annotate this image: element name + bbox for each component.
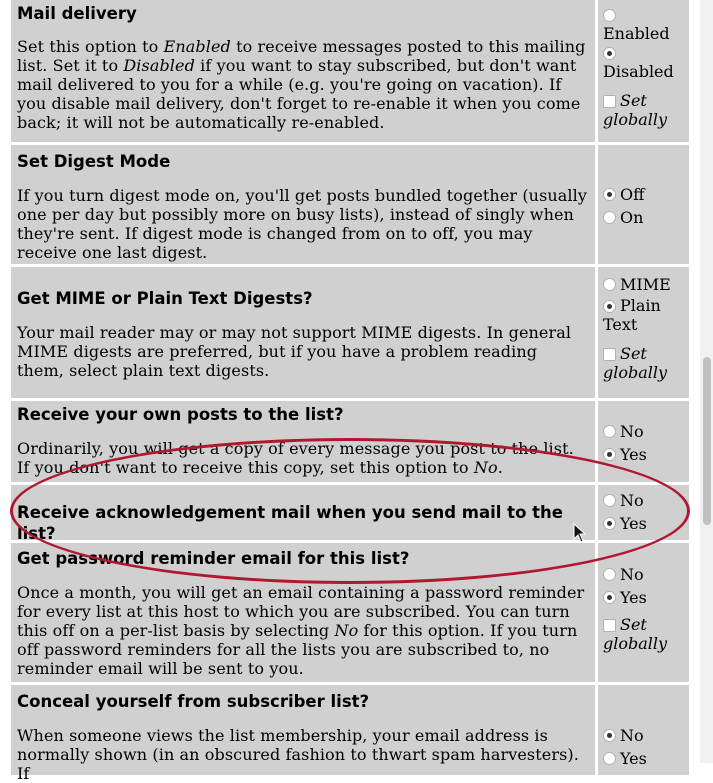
option-conceal-yes[interactable]: Yes bbox=[603, 747, 689, 770]
conceal-row bbox=[9, 685, 691, 783]
own-posts-title: Receive your own posts to the list? bbox=[17, 405, 344, 424]
own-posts-row bbox=[9, 401, 691, 482]
scrollbar-thumb[interactable] bbox=[703, 357, 711, 525]
acknowledgement-title: Receive acknowledgement mail when you send mail to the list? bbox=[17, 503, 563, 543]
radio-on[interactable] bbox=[603, 211, 616, 224]
radio-enabled[interactable] bbox=[603, 9, 616, 22]
mail-delivery-desc: Set this option to Enabled to receive messages posted to this mailing list. Set it to Disabled if you want to stay subscribed, but don't want mail delivered to you for a while (e.g. you're going on vacation). If you disable mail delivery, don't forget to re-enable it when you come back; it will not be automatically re-enabled. bbox=[17, 37, 586, 132]
option-own-posts-yes[interactable]: Yes bbox=[603, 443, 689, 466]
radio-yes[interactable] bbox=[603, 517, 616, 530]
mime-digest-row bbox=[9, 267, 691, 398]
password-reminder-title: Get password reminder email for this list? bbox=[17, 549, 410, 568]
option-off[interactable]: Off bbox=[603, 183, 689, 206]
radio-mime[interactable] bbox=[603, 278, 616, 291]
option-plain-text[interactable]: Plain Text bbox=[603, 296, 661, 334]
radio-no[interactable] bbox=[603, 568, 616, 581]
mail-delivery-row bbox=[9, 0, 691, 142]
mime-digest-title: Get MIME or Plain Text Digests? bbox=[17, 289, 313, 308]
option-conceal-no[interactable]: No bbox=[603, 724, 689, 747]
options-table bbox=[9, 0, 691, 783]
checkbox-set-globally[interactable] bbox=[603, 95, 616, 108]
acknowledgement-row bbox=[9, 485, 691, 543]
set-globally-mime[interactable]: Set globally bbox=[603, 344, 668, 382]
option-enabled[interactable]: Enabled bbox=[603, 5, 689, 43]
digest-mode-title: Set Digest Mode bbox=[17, 152, 171, 171]
mouse-cursor-icon bbox=[573, 523, 587, 543]
option-reminder-no[interactable]: No bbox=[603, 563, 689, 586]
radio-no[interactable] bbox=[603, 494, 616, 507]
option-reminder-yes[interactable]: Yes bbox=[603, 586, 689, 609]
option-ack-yes[interactable]: Yes bbox=[603, 512, 689, 535]
option-own-posts-no[interactable]: No bbox=[603, 420, 689, 443]
radio-yes[interactable] bbox=[603, 591, 616, 604]
set-globally-mail[interactable]: Set globally bbox=[603, 91, 668, 129]
digest-mode-desc: If you turn digest mode on, you'll get posts bundled together (usually one per day but possibly more on busy lists), instead of singly when they're sent. If digest mode is changed from on to off, you may receive one last digest. bbox=[17, 186, 587, 262]
radio-no[interactable] bbox=[603, 425, 616, 438]
radio-yes[interactable] bbox=[603, 448, 616, 461]
radio-plain-text[interactable] bbox=[603, 300, 616, 313]
option-mime[interactable]: MIME bbox=[603, 273, 689, 296]
mime-digest-desc: Your mail reader may or may not support MIME digests. In general MIME digests are preferred, but if you have a problem reading them, select plain text digests. bbox=[17, 323, 572, 380]
vertical-scrollbar[interactable] bbox=[700, 0, 713, 763]
option-disabled[interactable]: Disabled bbox=[603, 43, 689, 81]
option-ack-no[interactable]: No bbox=[603, 489, 689, 512]
conceal-desc: When someone views the list membership, your email address is normally shown (in an obscured fashion to thwart spam harvesters). If bbox=[17, 726, 579, 783]
radio-off[interactable] bbox=[603, 188, 616, 201]
radio-no[interactable] bbox=[603, 729, 616, 742]
checkbox-set-globally[interactable] bbox=[603, 348, 616, 361]
checkbox-set-globally[interactable] bbox=[603, 619, 616, 632]
radio-disabled[interactable] bbox=[603, 47, 616, 60]
password-reminder-row bbox=[9, 543, 691, 682]
radio-yes[interactable] bbox=[603, 752, 616, 765]
password-reminder-desc: Once a month, you will get an email containing a password reminder for every list at this host to which you are subscribed. You can turn this off on a per-list basis by selecting No for this option. If you turn off password reminders for all the lists you are subscribed to, no reminder email will be sent to you. bbox=[17, 583, 585, 678]
conceal-title: Conceal yourself from subscriber list? bbox=[17, 692, 370, 711]
option-on[interactable]: On bbox=[603, 206, 689, 229]
own-posts-desc: Ordinarily, you will get a copy of every message you post to the list. If you don't want to receive this copy, set this option to No. bbox=[17, 439, 574, 477]
set-globally-reminder[interactable]: Set globally bbox=[603, 615, 668, 653]
digest-mode-row bbox=[9, 145, 691, 264]
mail-delivery-title: Mail delivery bbox=[17, 4, 137, 23]
